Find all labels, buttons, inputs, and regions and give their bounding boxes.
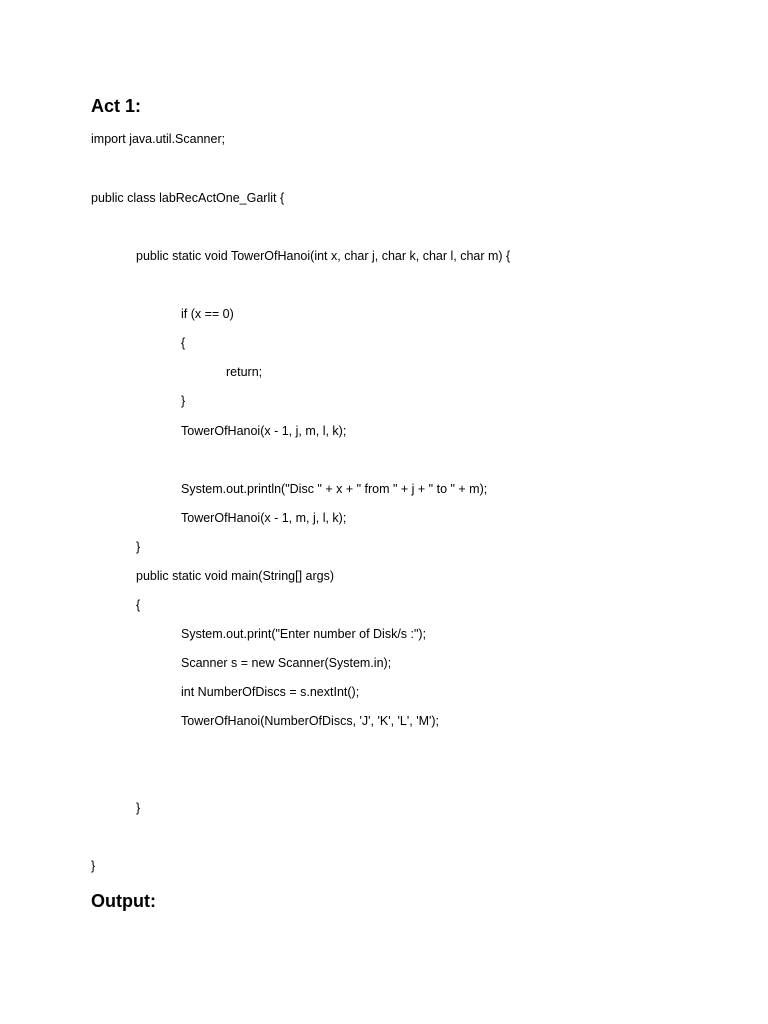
code-line-import: import java.util.Scanner; — [91, 132, 226, 146]
code-line-scanner: Scanner s = new Scanner(System.in); — [181, 656, 392, 670]
act-heading: Act 1: — [91, 96, 142, 116]
code-line-read-int: int NumberOfDiscs = s.nextInt(); — [181, 685, 360, 699]
code-line-main-open: { — [136, 598, 141, 612]
code-line-return: return; — [226, 365, 263, 379]
code-line-recursive-call-1: TowerOfHanoi(x - 1, j, m, l, k); — [181, 424, 347, 438]
code-line-class-close: } — [91, 859, 96, 873]
code-line-println: System.out.println("Disc " + x + " from " + j + " to " + m); — [181, 482, 488, 496]
code-line-close-method: } — [136, 540, 141, 554]
code-line-close-brace: } — [181, 394, 186, 408]
code-line-print: System.out.print("Enter number of Disk/s :"); — [181, 627, 427, 641]
code-line-if: if (x == 0) — [181, 307, 234, 321]
code-line-recursive-call-2: TowerOfHanoi(x - 1, m, j, l, k); — [181, 511, 347, 525]
output-heading: Output: — [91, 891, 156, 911]
code-line-method-declaration: public static void TowerOfHanoi(int x, char j, char k, char l, char m) { — [136, 249, 511, 263]
code-line-open-brace: { — [181, 336, 186, 350]
code-line-main-declaration: public static void main(String[] args) — [136, 569, 334, 583]
code-line-hanoi-call: TowerOfHanoi(NumberOfDiscs, 'J', 'K', 'L', 'M'); — [181, 714, 440, 728]
code-line-main-close: } — [136, 801, 141, 815]
code-line-class-declaration: public class labRecActOne_Garlit { — [91, 191, 285, 205]
